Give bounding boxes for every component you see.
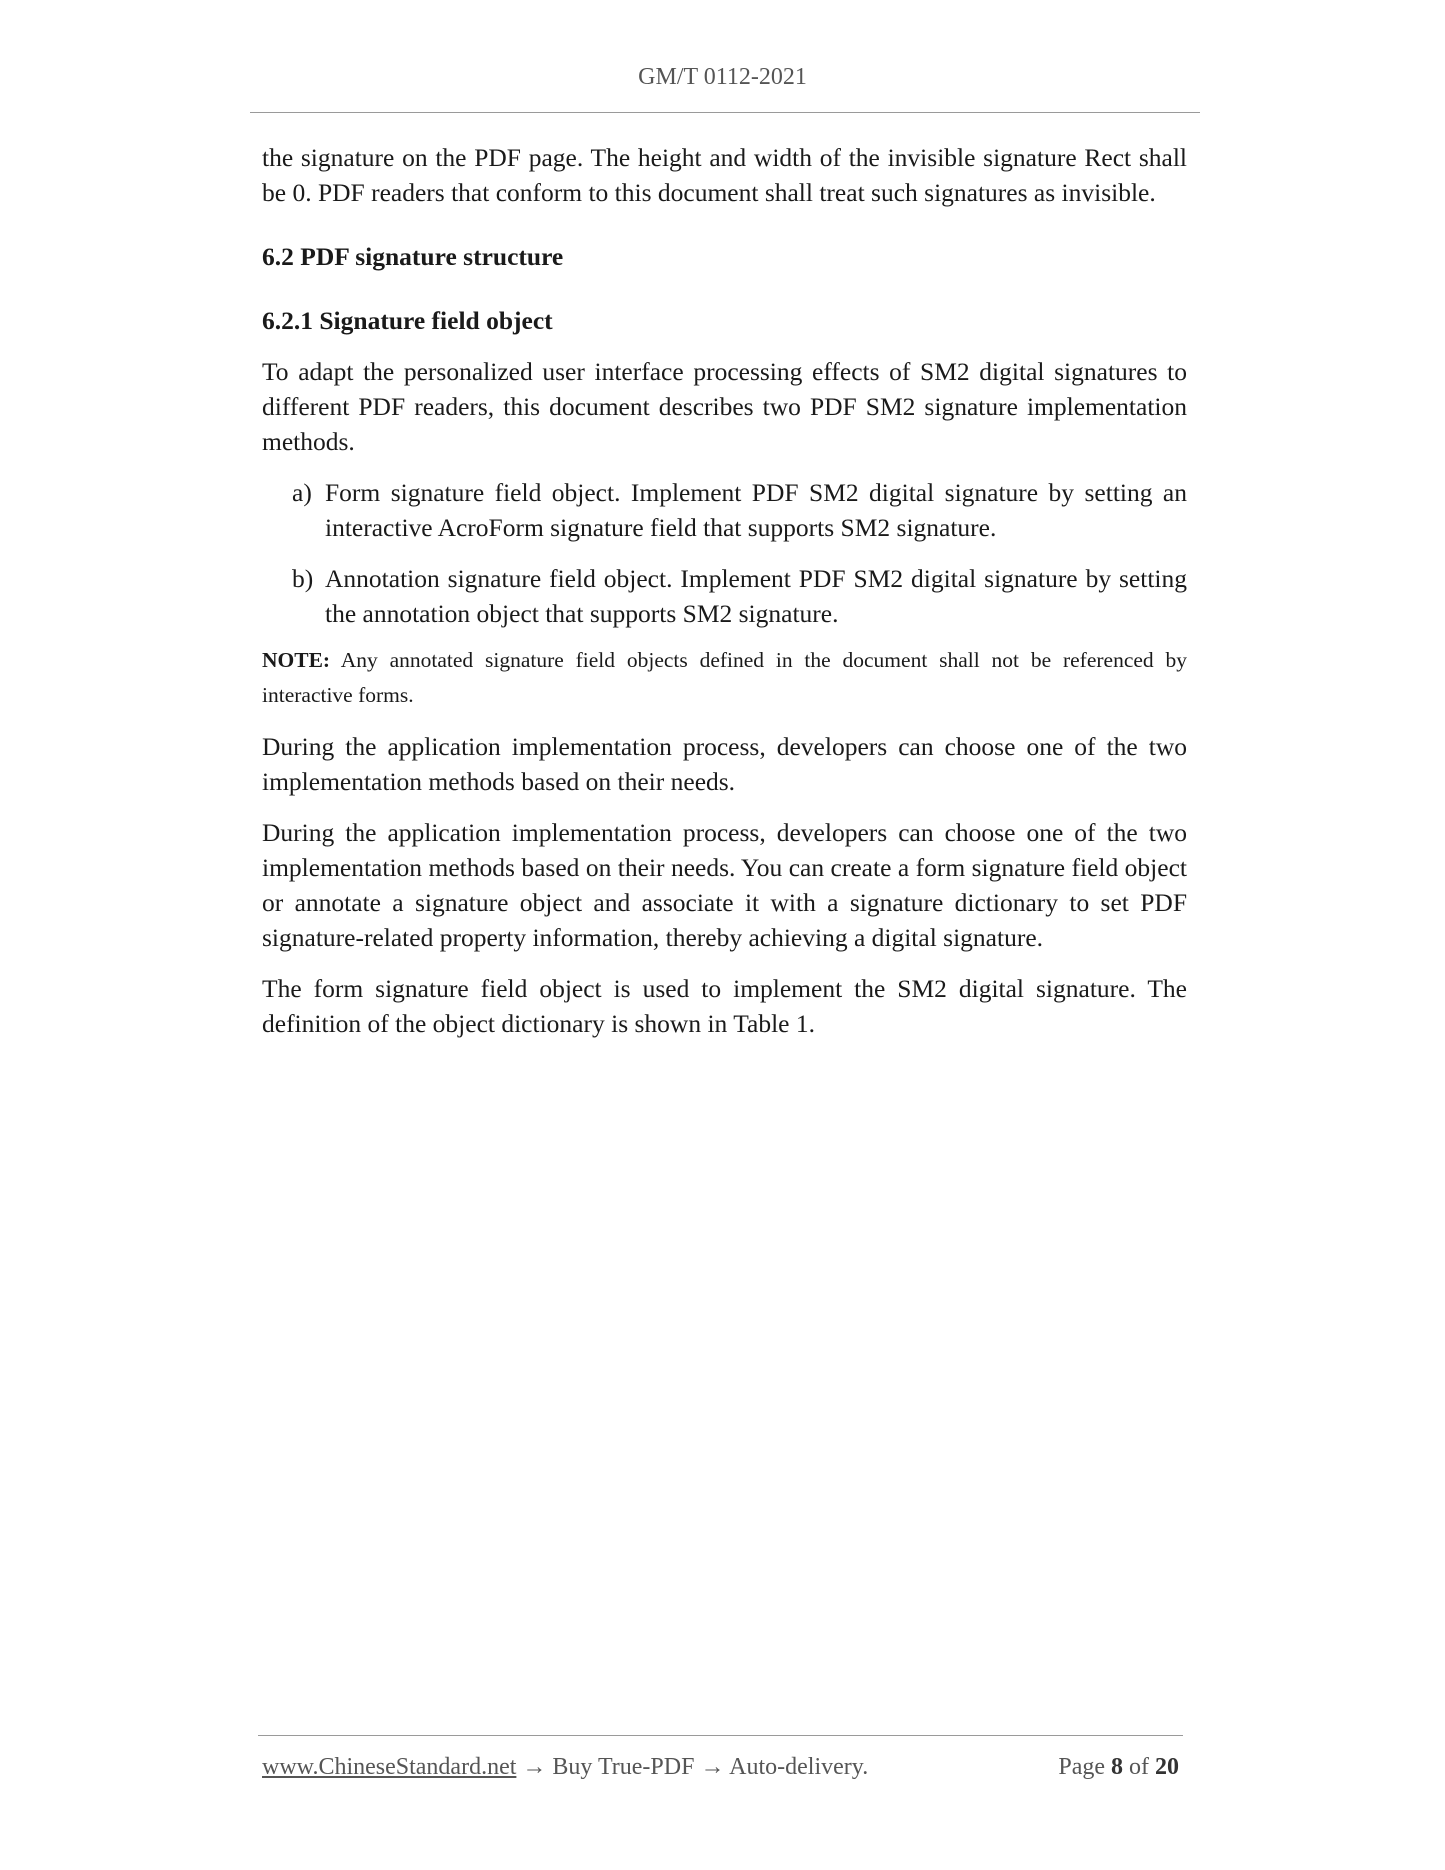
page-number — [1058, 1754, 1179, 1781]
list-text-a: Form signature field object. Implement PDF SM2 digital signature by setting an interactive AcroForm signature field that supports SM2 signature. — [325, 478, 1187, 542]
note-label: NOTE: — [262, 648, 331, 672]
page-label: Page — [1058, 1754, 1105, 1780]
note-paragraph — [262, 643, 1187, 713]
website-link[interactable]: www.ChineseStandard.net — [262, 1754, 517, 1780]
during-paragraph-2: During the application implementation process, developers can choose one of the two implementation methods based on their needs. You can create a form signature field object or annotate a signature object and associate it with a signature dictionary to set PDF signature-related property information, thereby achieving a digital signature. — [262, 818, 1187, 952]
page-header: GM/T 0112-2021 — [638, 64, 807, 90]
auto-delivery-text: Auto-delivery. — [729, 1754, 869, 1780]
header-divider — [250, 112, 1200, 113]
during-paragraph-1: During the application implementation process, developers can choose one of the two implementation methods based on their needs. — [262, 732, 1187, 796]
list-item-a — [262, 475, 1187, 545]
footer-promo — [262, 1754, 868, 1781]
page-total: 20 — [1155, 1754, 1179, 1780]
note-text: Any annotated signature field objects defined in the document shall not be referenced by interactive forms. — [262, 648, 1187, 707]
list-marker-a: a) — [292, 478, 312, 507]
page-content — [262, 140, 1187, 1041]
section-heading-6-2-1: 6.2.1 Signature field object — [262, 306, 553, 335]
footer-divider — [258, 1735, 1183, 1736]
intro-paragraph: the signature on the PDF page. The height and width of the invisible signature Rect shall be 0. PDF readers that conform to this document shall treat such signatures as invisible. — [262, 143, 1187, 207]
page-current: 8 — [1111, 1754, 1123, 1780]
arrow-right-icon: → — [700, 1754, 725, 1780]
section-heading-6-2: 6.2 PDF signature structure — [262, 242, 564, 271]
list-text-b: Annotation signature field object. Implement PDF SM2 digital signature by setting the annotation object that supports SM2 signature. — [325, 564, 1187, 628]
form-paragraph: The form signature field object is used to implement the SM2 digital signature. The definition of the object dictionary is shown in Table 1. — [262, 974, 1187, 1038]
list-item-b — [262, 561, 1187, 631]
of-label: of — [1129, 1754, 1149, 1780]
arrow-right-icon: → — [522, 1754, 547, 1780]
buy-true-pdf-text: Buy True-PDF — [552, 1754, 695, 1780]
adapt-paragraph: To adapt the personalized user interface processing effects of SM2 digital signatures to different PDF readers, this document describes two PDF SM2 signature implementation methods. — [262, 357, 1187, 456]
list-marker-b: b) — [292, 564, 314, 593]
